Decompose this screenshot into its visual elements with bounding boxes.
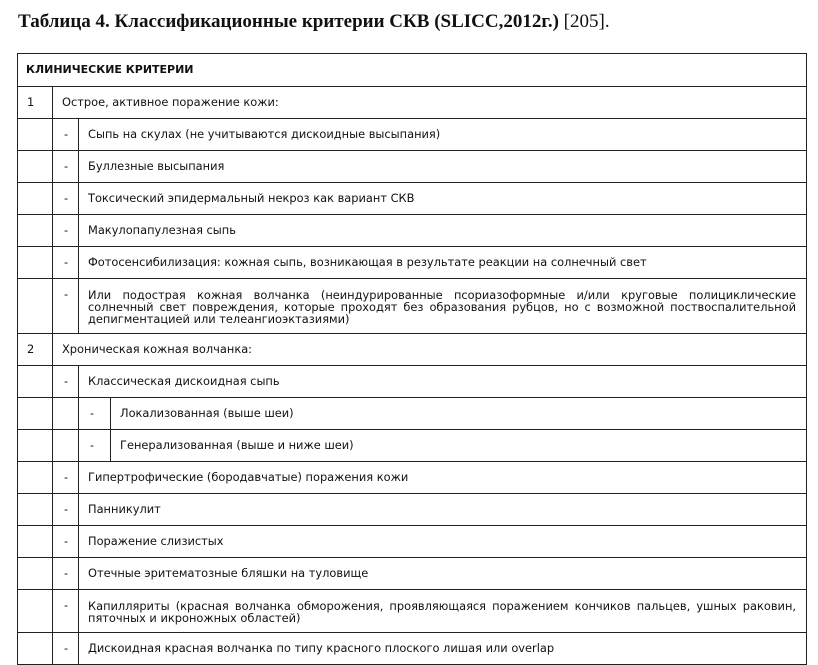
criterion-row	[18, 87, 807, 119]
empty-cell	[18, 633, 53, 665]
empty-cell	[18, 119, 53, 151]
sub-criterion-text: Классическая дискоидная сыпь	[79, 366, 807, 398]
dash-marker: -	[53, 462, 79, 494]
empty-cell	[53, 430, 79, 462]
sub-criterion-text: Макулопапулезная сыпь	[79, 215, 807, 247]
criterion-title: Хроническая кожная волчанка:	[53, 334, 807, 366]
sub-criterion-text: Дискоидная красная волчанка по типу красного плоского лишая или overlap	[79, 633, 807, 665]
dash-marker: -	[53, 633, 79, 665]
sub-criterion-row	[18, 279, 807, 334]
table-caption	[18, 11, 610, 33]
empty-cell	[18, 366, 53, 398]
sub-criterion-text: Токсический эпидермальный некроз как вариант СКВ	[79, 183, 807, 215]
sub-criterion-row	[18, 151, 807, 183]
empty-cell	[18, 526, 53, 558]
sub-criterion-text: Отечные эритематозные бляшки на туловище	[79, 558, 807, 590]
sub-criterion-text: Поражение слизистых	[79, 526, 807, 558]
criterion-number: 1	[18, 87, 53, 119]
empty-cell	[18, 183, 53, 215]
dash-marker: -	[79, 398, 111, 430]
sub-criterion-row	[18, 183, 807, 215]
sub-criterion-text: Панникулит	[79, 494, 807, 526]
empty-cell	[18, 430, 53, 462]
empty-cell	[18, 494, 53, 526]
sub-criterion-text: Фотосенсибилизация: кожная сыпь, возникающая в результате реакции на солнечный свет	[79, 247, 807, 279]
sub-criterion-text: Буллезные высыпания	[79, 151, 807, 183]
sub-criterion-row	[18, 119, 807, 151]
dash-marker: -	[53, 215, 79, 247]
sub-criterion-row	[18, 558, 807, 590]
criterion-number: 2	[18, 334, 53, 366]
empty-cell	[53, 398, 79, 430]
sub-criterion-text: Капилляриты (красная волчанка обморожения, проявляющаяся поражением кончиков пальцев, ушных раковин, пяточных и икроножных областей)	[79, 590, 807, 633]
criterion-row	[18, 334, 807, 366]
clinical-criteria-header: КЛИНИЧЕСКИЕ КРИТЕРИИ	[18, 54, 807, 87]
table-caption-title: Таблица 4. Классификационные критерии СКВ (SLICC,2012г.)	[18, 11, 559, 32]
empty-cell	[18, 398, 53, 430]
sub-criterion-row	[18, 247, 807, 279]
sub-criterion-text: Гипертрофические (бородавчатые) поражения кожи	[79, 462, 807, 494]
empty-cell	[18, 215, 53, 247]
sub-criterion-text: Или подострая кожная волчанка (неиндурированные псориазоформные и/или круговые полициклические солнечный свет повреждения, которые проходят без образования рубцов, но с возможной поствоспалительной депигментацией или телеангиоэктазиями)	[79, 279, 807, 334]
sub-criterion-row	[18, 633, 807, 665]
empty-cell	[18, 151, 53, 183]
table-caption-reference: [205].	[563, 11, 610, 32]
dash-marker: -	[53, 494, 79, 526]
dash-marker: -	[53, 366, 79, 398]
sub-criterion-row	[18, 215, 807, 247]
nested-criterion-text: Локализованная (выше шеи)	[111, 398, 807, 430]
dash-marker: -	[53, 183, 79, 215]
dash-marker: -	[53, 279, 79, 334]
dash-marker: -	[53, 590, 79, 633]
criteria-table	[17, 53, 807, 665]
nested-criterion-row	[18, 398, 807, 430]
sub-criterion-row	[18, 366, 807, 398]
sub-criterion-row	[18, 590, 807, 633]
sub-criterion-row	[18, 494, 807, 526]
nested-criterion-text: Генерализованная (выше и ниже шеи)	[111, 430, 807, 462]
sub-criterion-row	[18, 526, 807, 558]
nested-criterion-row	[18, 430, 807, 462]
empty-cell	[18, 558, 53, 590]
dash-marker: -	[53, 558, 79, 590]
table-header-row	[18, 54, 807, 87]
empty-cell	[18, 279, 53, 334]
sub-criterion-text: Сыпь на скулах (не учитываются дискоидные высыпания)	[79, 119, 807, 151]
dash-marker: -	[53, 526, 79, 558]
dash-marker: -	[79, 430, 111, 462]
sub-criterion-row	[18, 462, 807, 494]
criterion-title: Острое, активное поражение кожи:	[53, 87, 807, 119]
empty-cell	[18, 590, 53, 633]
dash-marker: -	[53, 119, 79, 151]
empty-cell	[18, 247, 53, 279]
dash-marker: -	[53, 247, 79, 279]
empty-cell	[18, 462, 53, 494]
dash-marker: -	[53, 151, 79, 183]
